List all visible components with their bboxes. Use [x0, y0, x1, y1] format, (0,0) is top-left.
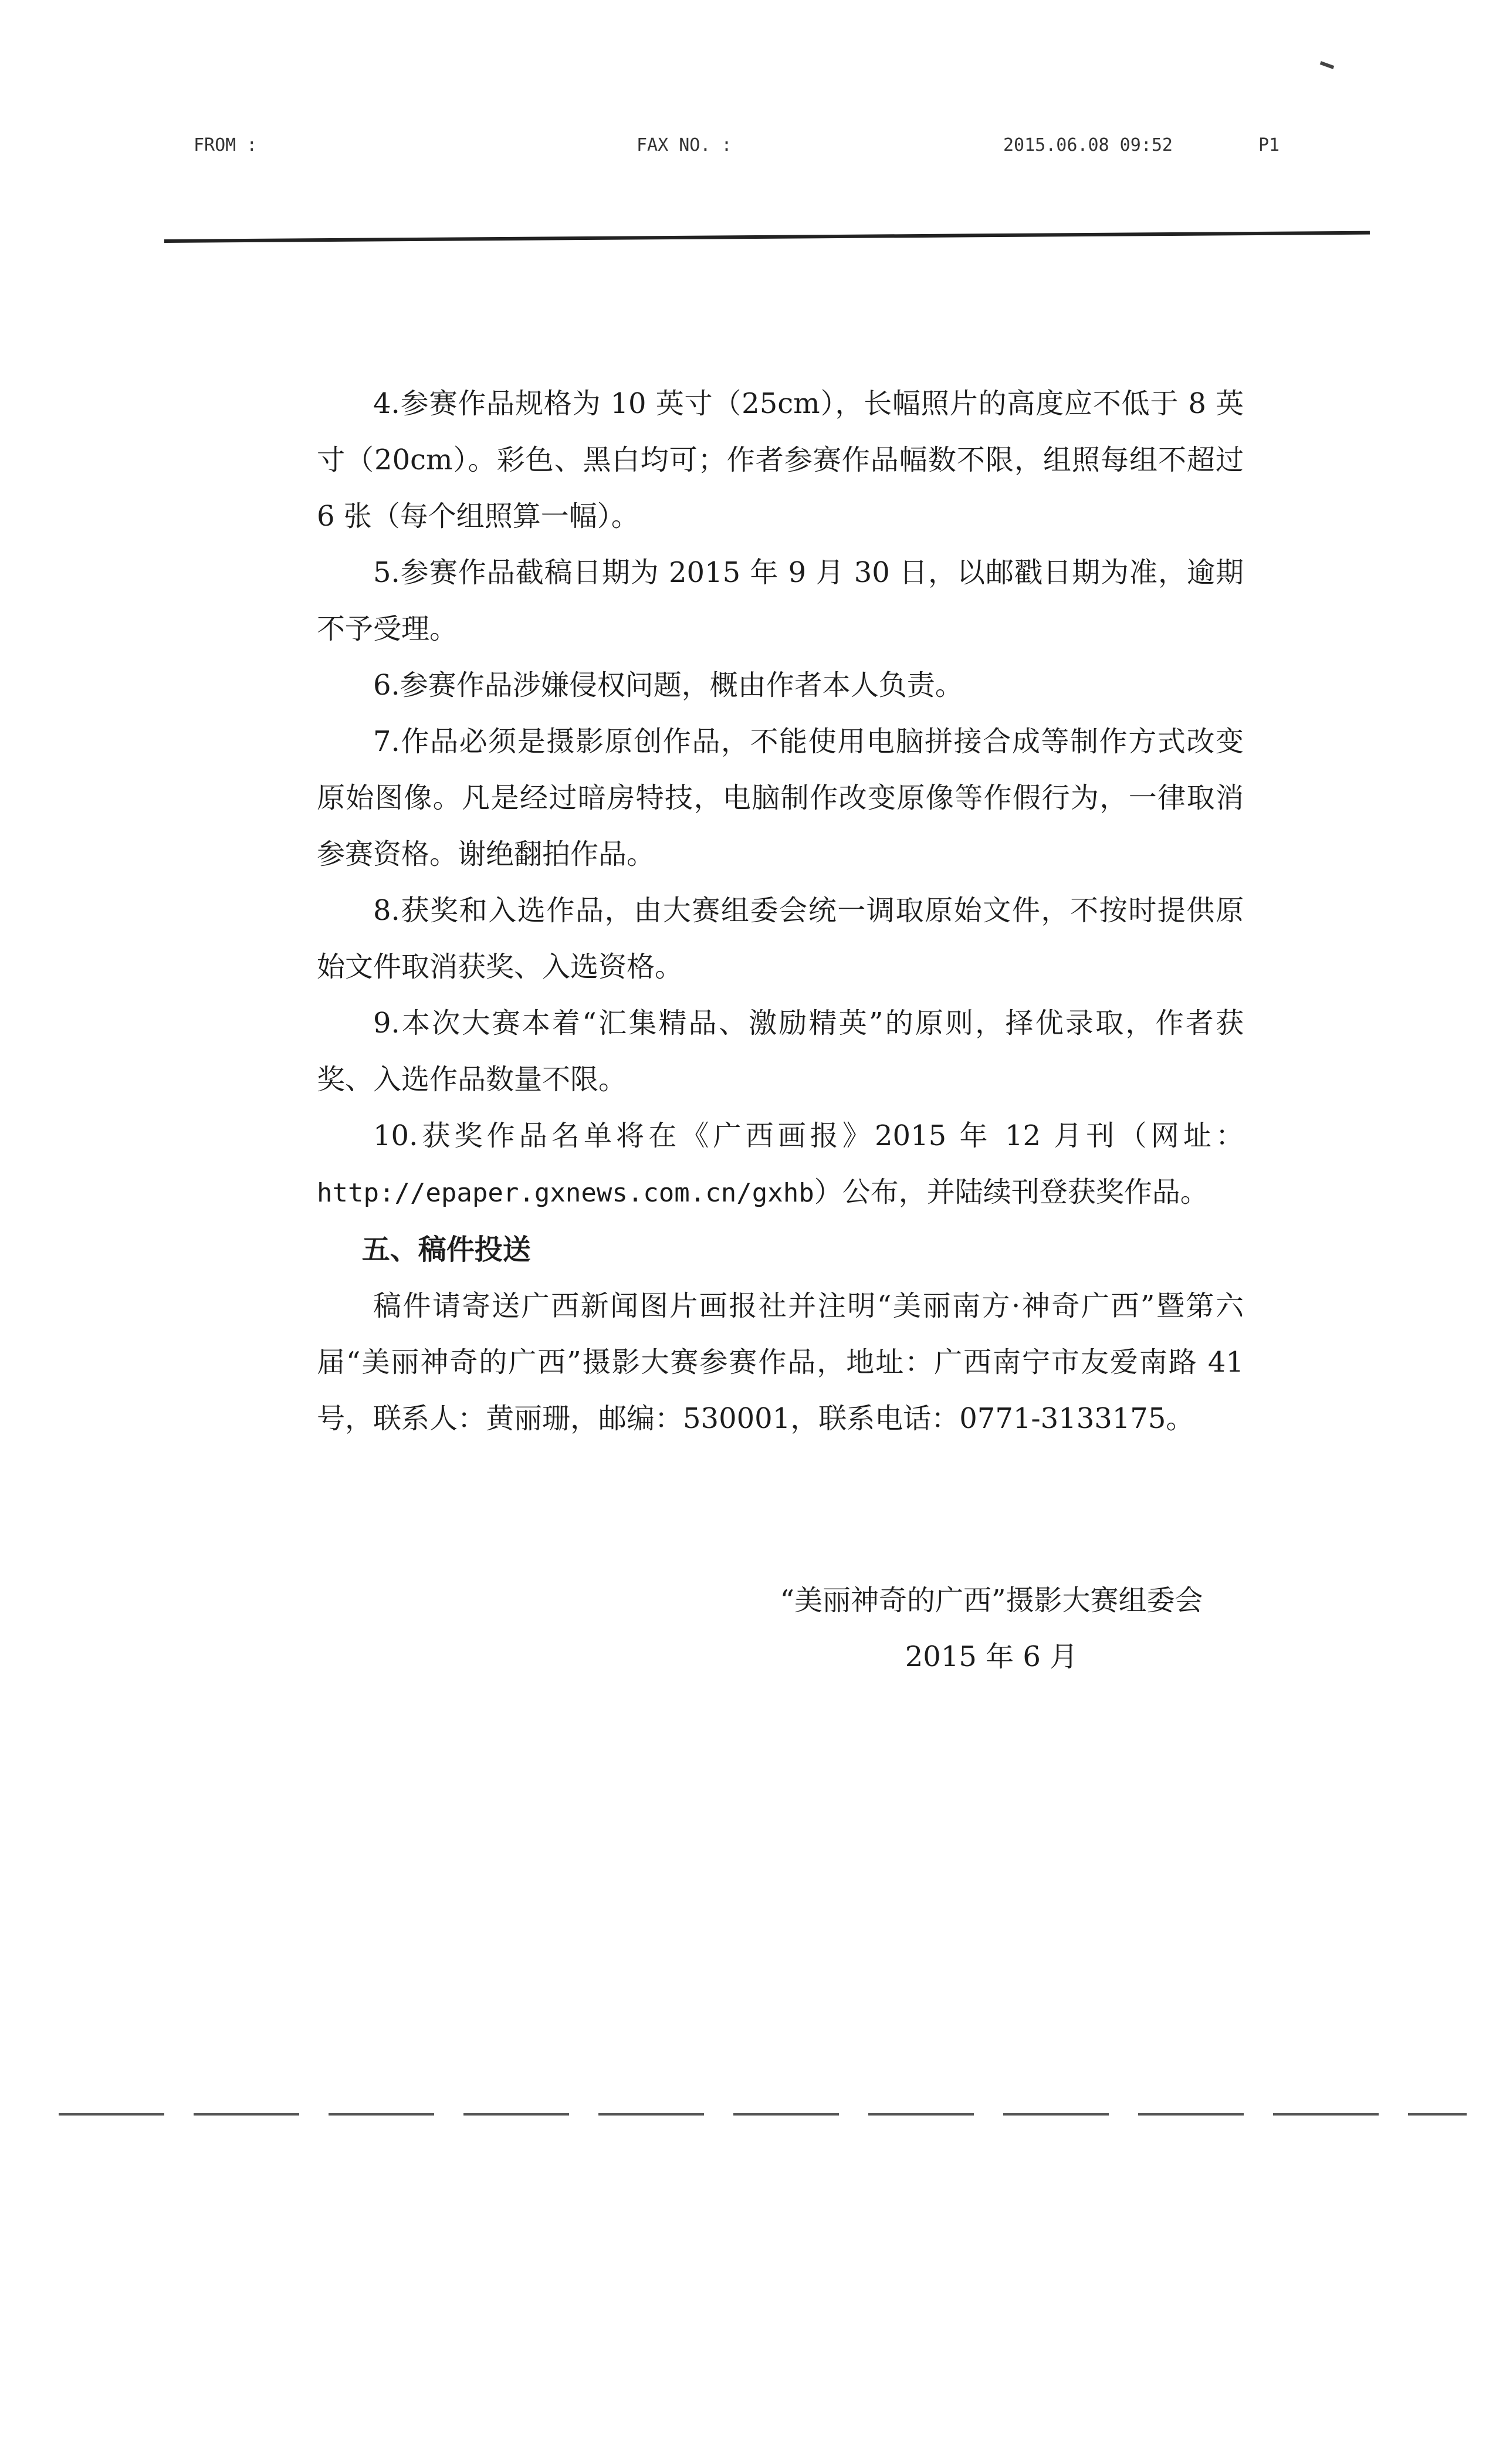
- fax-number-label: FAX NO. :: [637, 135, 732, 155]
- submission-instructions: 稿件请寄送广西新闻图片画报社并注明“美丽南方·神奇广西”暨第六届“美丽神奇的广西”摄影大赛参赛作品，地址：广西南宁市友爱南路 41 号，联系人：黄丽珊，邮编：530001，联系电话：0771-3133175。: [317, 1289, 1244, 1435]
- rule-item-4: 4.参赛作品规格为 10 英寸（25cm），长幅照片的高度应不低于 8 英寸（20cm）。彩色、黑白均可；作者参赛作品幅数不限，组照每组不超过 6 张（每个组照算一幅）。: [317, 387, 1244, 533]
- rule-item-10: [317, 1108, 1244, 1221]
- footer-divider: [59, 2113, 1467, 2116]
- rule-item-10-text: 10.获奖作品名单将在《广西画报》2015 年 12 月刊（网址：: [373, 1119, 1244, 1152]
- header-divider: [164, 231, 1370, 243]
- organizer-name: “美丽神奇的广西”摄影大赛组委会: [780, 1584, 1203, 1617]
- signature-block: [727, 1572, 1255, 1685]
- scan-mark: [1320, 61, 1335, 69]
- issue-date: 2015 年 6 月: [905, 1640, 1078, 1673]
- rule-item-9: 9.本次大赛本着“汇集精品、激励精英”的原则，择优录取，作者获奖、入选作品数量不限。: [317, 1007, 1244, 1096]
- document-body: [317, 375, 1244, 1447]
- fax-header: [0, 135, 1496, 170]
- rule-item-8: 8.获奖和入选作品，由大赛组委会统一调取原始文件，不按时提供原始文件取消获奖、入选资格。: [317, 894, 1244, 983]
- rule-item-5: 5.参赛作品截稿日期为 2015 年 9 月 30 日，以邮戳日期为准，逾期不予受理。: [317, 556, 1244, 645]
- rule-item-10-tail: ）公布，并陆续刊登获奖作品。: [814, 1176, 1209, 1209]
- fax-page-number: P1: [1258, 135, 1280, 155]
- rule-item-6: 6.参赛作品涉嫌侵权问题，概由作者本人负责。: [373, 669, 963, 702]
- fax-from-label: FROM :: [194, 135, 258, 155]
- rule-item-7: 7.作品必须是摄影原创作品，不能使用电脑拼接合成等制作方式改变原始图像。凡是经过暗房特技，电脑制作改变原像等作假行为，一律取消参赛资格。谢绝翻拍作品。: [317, 725, 1244, 871]
- fax-datetime: 2015.06.08 09:52: [1003, 135, 1173, 155]
- website-url: http://epaper.gxnews.com.cn/gxhb: [317, 1178, 814, 1208]
- section-heading: 五、稿件投送: [361, 1233, 531, 1266]
